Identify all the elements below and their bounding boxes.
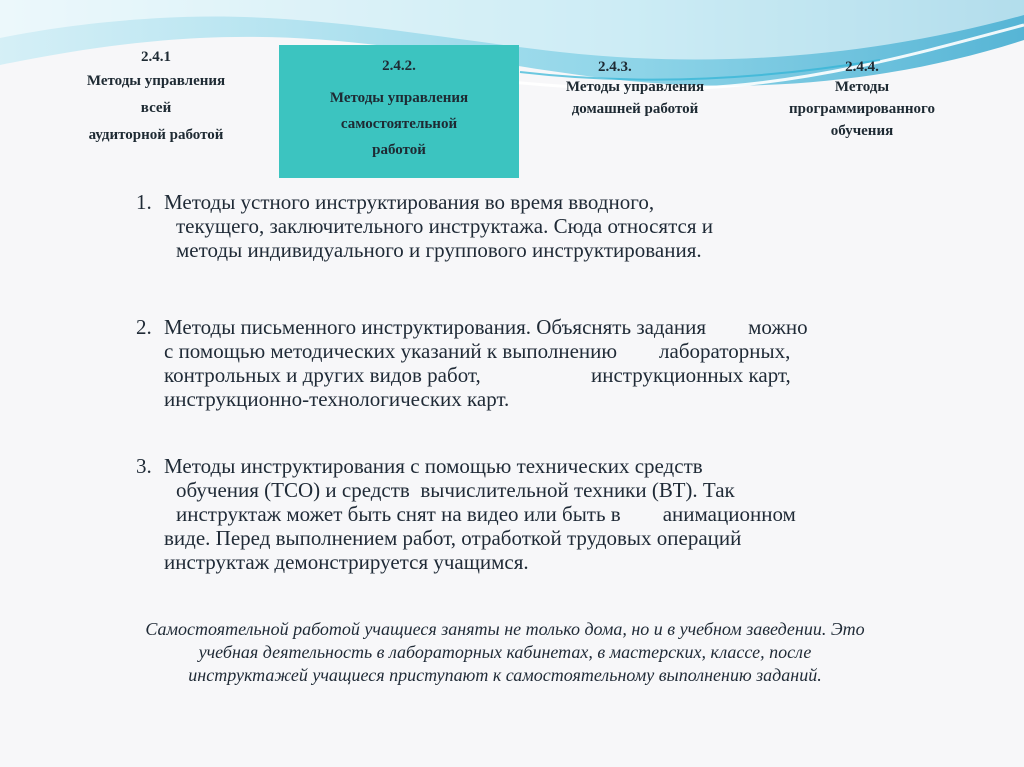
tab-2-4-1[interactable]: [56, 46, 256, 149]
item-line: контрольных и других видов работ, инструкционных карт,: [164, 363, 791, 387]
item-line: с помощью методических указаний к выполнению лабораторных,: [164, 339, 791, 363]
item-line: виде. Перед выполнением работ, отработкой трудовых операций: [164, 526, 742, 550]
tab-label: Методы управления самостоятельной работой: [329, 90, 469, 158]
list-item: [136, 454, 936, 574]
note-line: инструктажей учащиеся приступают к самостоятельному выполнению заданий.: [188, 665, 822, 685]
tab-2-4-3[interactable]: [538, 58, 732, 120]
tab-number: 2.4.2.: [382, 58, 416, 74]
summary-note: [30, 618, 980, 687]
item-line: инструкционно-технологических карт.: [164, 387, 510, 411]
item-marker: 2.: [136, 315, 152, 339]
item-line: методы индивидуального и группового инструктирования.: [176, 238, 702, 262]
tab-label: Методы управления домашней работой: [565, 79, 705, 117]
note-line: учебная деятельность в лабораторных кабинетах, в мастерских, классе, после: [198, 642, 812, 662]
tab-number: 2.4.1: [141, 49, 171, 65]
tab-2-4-2-active[interactable]: [279, 45, 519, 178]
item-line: текущего, заключительного инструктажа. Сюда относятся и: [176, 214, 713, 238]
item-line: Методы устного инструктирования во время вводного,: [164, 190, 655, 214]
list-item: [136, 315, 936, 411]
tab-2-4-4[interactable]: [762, 58, 962, 142]
item-line: Методы письменного инструктирования. Объяснять задания можно: [164, 315, 808, 339]
item-line: инструктаж может быть снят на видео или быть в анимационном: [176, 502, 796, 526]
tab-label: Методы программированного обучения: [788, 79, 935, 139]
item-marker: 3.: [136, 454, 152, 478]
item-line: обучения (ТСО) и средств вычислительной техники (ВТ). Так: [176, 478, 735, 502]
note-line: Самостоятельной работой учащиеся заняты не только дома, но и в учебном заведении. Это: [145, 619, 865, 639]
list-item: [136, 190, 936, 262]
tab-number: 2.4.4.: [845, 59, 879, 75]
tab-label: Методы управления всей аудиторной работой: [86, 73, 226, 143]
item-line: Методы инструктирования с помощью технических средств: [164, 454, 703, 478]
item-line: инструктаж демонстрируется учащимся.: [164, 550, 529, 574]
item-marker: 1.: [136, 190, 152, 214]
tab-number: 2.4.3.: [598, 59, 632, 75]
